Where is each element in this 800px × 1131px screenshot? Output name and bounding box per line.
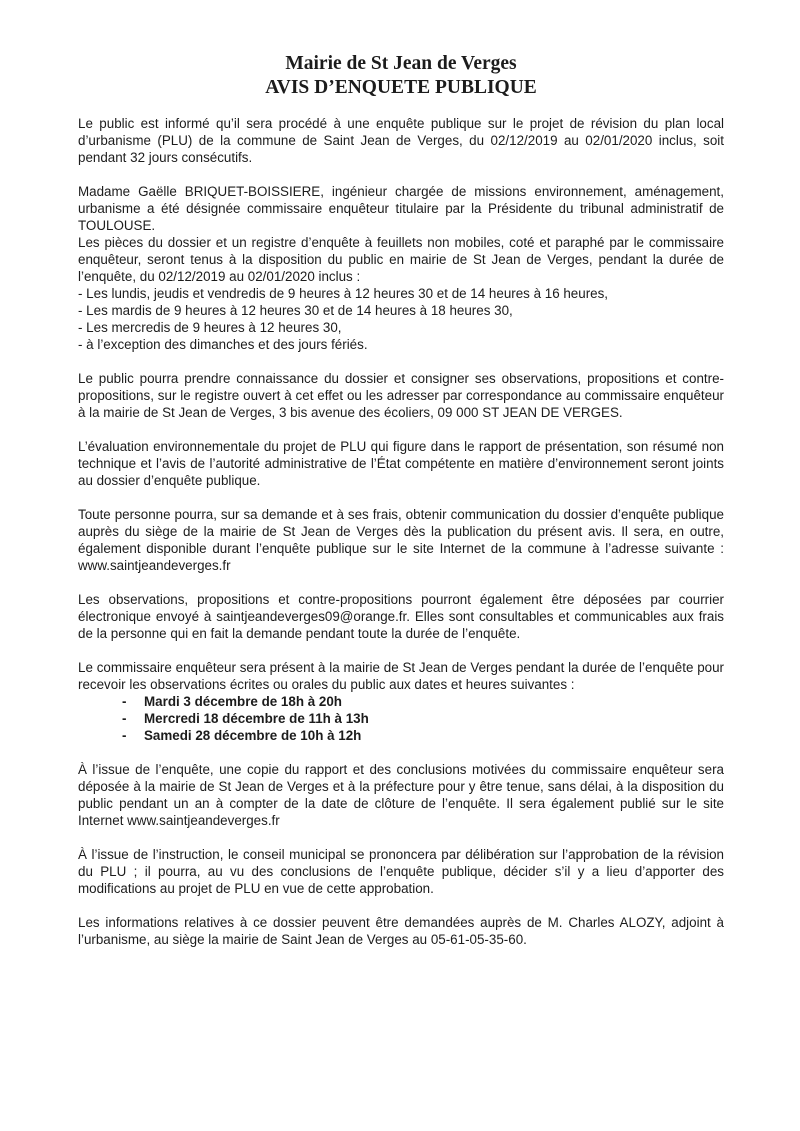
hours-item: - à l’exception des dimanches et des jours fériés. — [78, 337, 368, 352]
permanence-date: Mardi 3 décembre de 18h à 20h — [144, 694, 342, 709]
rapport-paragraph — [78, 761, 724, 829]
bullet-dash: - — [122, 728, 127, 743]
permanence-date: Samedi 28 décembre de 10h à 12h — [144, 728, 362, 743]
intro-paragraph: Le public est informé qu’il sera procédé à une enquête publique sur le projet de révision du plan local d’urbanisme (PLU) de la commune de Saint Jean de Verges, du 02/12/2019 au 02/01/2020 inclus, soit pendant 32 jours consécutifs. — [78, 116, 724, 165]
hours-item: - Les lundis, jeudis et vendredis de 9 heures à 12 heures 30 et de 14 heures à 16 heures, — [78, 286, 609, 301]
list-item — [78, 710, 724, 727]
email-text-before: Les observations, propositions et contre-propositions pourront également être déposées par courrier électronique envoyé à — [78, 592, 724, 624]
commissaire-paragraph: Madame Gaëlle BRIQUET-BOISSIERE, ingénieur chargée de missions environnement, aménagement, urbanisme a été désignée commissaire enquêteur titulaire par la Présidente du tribunal administratif de TOULOUSE. — [78, 184, 724, 233]
communication-text: Toute personne pourra, sur sa demande et à ses frais, obtenir communication du dossier d’enquête publique auprès du siège de la mairie de St Jean de Verges dès la publication du présent avis. Il sera, en outre, également disponible durant l’enquête publique sur le site Internet de la commune à l’adresse suivante : — [78, 507, 724, 556]
avis-title: AVIS D’ENQUETE PUBLIQUE — [265, 77, 537, 98]
opening-hours-list — [78, 285, 724, 353]
presence-paragraph: Le commissaire enquêteur sera présent à la mairie de St Jean de Verges pendant la durée de l’enquête pour recevoir les observations écrites ou orales du public aux dates et heures suivantes : — [78, 660, 724, 692]
website-link[interactable]: www.saintjeandeverges.fr — [78, 558, 231, 573]
bullet-dash: - — [122, 711, 127, 726]
observations-paragraph: Le public pourra prendre connaissance du dossier et consigner ses observations, propositions et contre-propositions, sur le registre ouvert à cet effet ou les adresser par correspondance au commissaire enquêteur à la mairie de St Jean de Verges, 3 bis avenue des écoliers, 09 000 ST JEAN DE VERGES. — [78, 371, 724, 420]
list-item — [78, 693, 724, 710]
contact-paragraph: Les informations relatives à ce dossier peuvent être demandées auprès de M. Charles ALOZY, adjoint à l’urbanisme, au siège la mairie de Saint Jean de Verges au 05-61-05-35-60. — [78, 915, 724, 947]
bullet-dash: - — [122, 694, 127, 709]
website-link[interactable]: www.saintjeandeverges.fr — [127, 813, 280, 828]
header — [78, 52, 724, 100]
rapport-text: À l’issue de l’enquête, une copie du rapport et des conclusions motivées du commissaire enquêteur sera déposée à la mairie de St Jean de Verges et à la préfecture pour y être tenue, sans délai, à la disposition du public pendant un an à compter de la date de clôture de l’enquête. Il sera également publié sur le site Internet — [78, 762, 724, 828]
instruction-paragraph: À l’issue de l’instruction, le conseil municipal se prononcera par délibération sur l’approbation de la révision du PLU ; il pourra, au vu des conclusions de l’enquête publique, décider s’il y a lieu d’apporter des modifications au projet de PLU en vue de cette approbation. — [78, 847, 724, 896]
mairie-title: Mairie de St Jean de Verges — [285, 53, 517, 74]
permanence-date: Mercredi 18 décembre de 11h à 13h — [144, 711, 369, 726]
email-link[interactable]: saintjeandeverges09@orange.fr — [216, 609, 407, 624]
email-text-after: . Elles sont consultables et communicables aux frais de la personne qui en fait la demande pendant toute la durée de l’enquête. — [78, 609, 724, 641]
permanence-dates-list — [78, 693, 724, 744]
hours-item: - Les mercredis de 9 heures à 12 heures 30, — [78, 320, 342, 335]
list-item — [78, 727, 724, 744]
pieces-paragraph: Les pièces du dossier et un registre d’enquête à feuillets non mobiles, coté et paraphé par le commissaire enquêteur, seront tenus à la disposition du public en mairie de St Jean de Verges, pendant la durée de l’enquête, du 02/12/2019 au 02/01/2020 inclus : — [78, 235, 724, 284]
communication-paragraph — [78, 506, 724, 574]
hours-item: - Les mardis de 9 heures à 12 heures 30 et de 14 heures à 18 heures 30, — [78, 303, 513, 318]
email-paragraph — [78, 591, 724, 642]
evaluation-paragraph: L’évaluation environnementale du projet de PLU qui figure dans le rapport de présentation, son résumé non technique et l’avis de l’autorité administrative de l’État compétente en matière d’environnement seront joints au dossier d’enquête publique. — [78, 439, 724, 488]
